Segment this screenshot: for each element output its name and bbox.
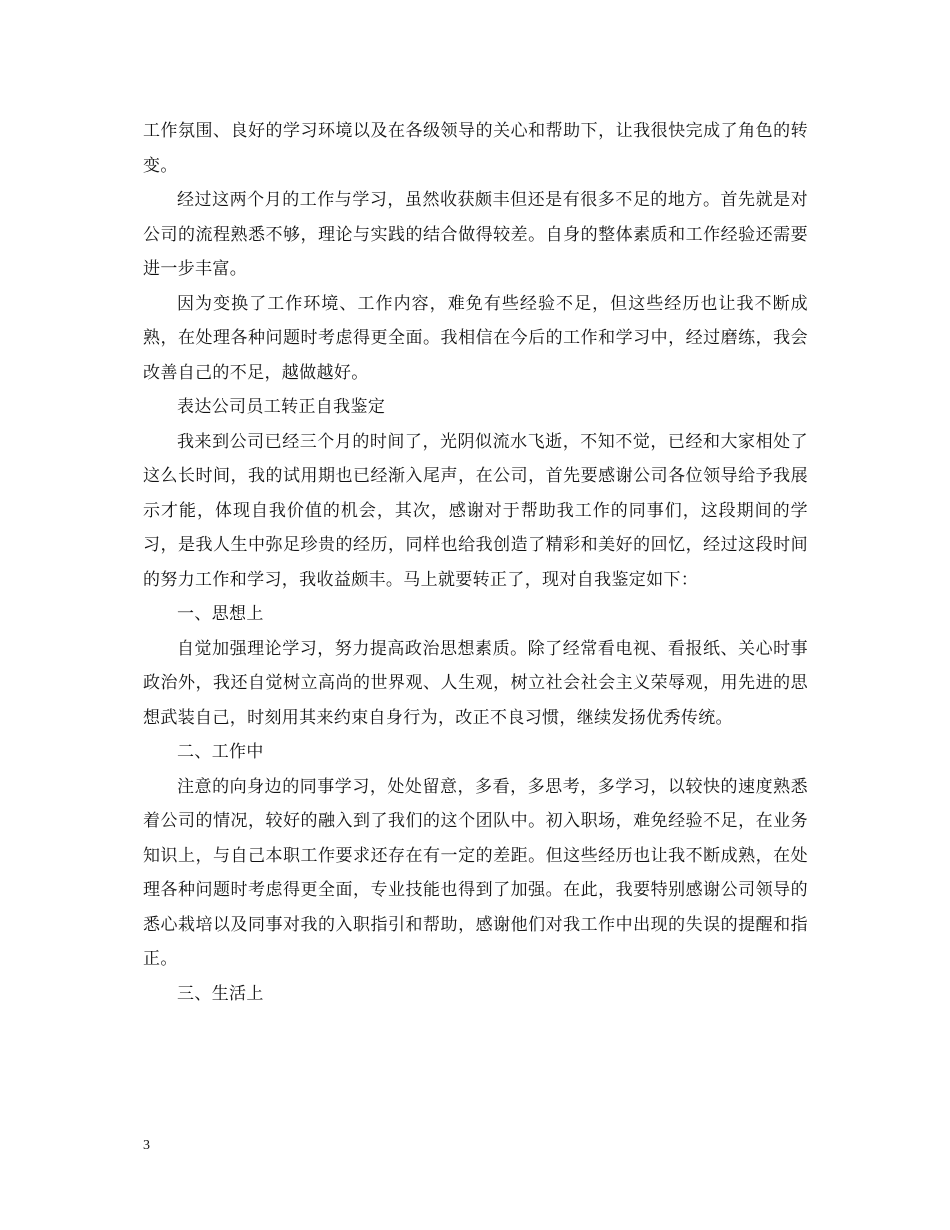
page-number: 3 <box>143 1138 150 1153</box>
paragraph-work: 注意的向身边的同事学习，处处留意，多看，多思考，多学习，以较快的速度熟悉着公司的情况，较好的融入到了我们的这个团队中。初入职场，难免经验不足，在业务知识上，与自己本职工作要求还存在有一定的差距。但这些经历也让我不断成熟，在处理各种问题时考虑得更全面，专业技能也得到了加强。在此，我要特别感谢公司领导的悉心栽培以及同事对我的入职指引和帮助，感谢他们对我工作中出现的失误的提醒和指正。 <box>143 776 808 969</box>
paragraph-thought: 自觉加强理论学习，努力提高政治思想素质。除了经常看电视、看报纸、关心时事政治外，我还自觉树立高尚的世界观、人生观，树立社会社会主义荣辱观，用先进的思想武装自己，时刻用其来约束自身行为，改正不良习惯，继续发扬优秀传统。 <box>143 638 808 728</box>
paragraph-continuation: 工作氛围、良好的学习环境以及在各级领导的关心和帮助下，让我很快完成了角色的转变。 <box>143 121 808 176</box>
paragraph-intro: 我来到公司已经三个月的时间了，光阴似流水飞逝，不知不觉，已经和大家相处了这么长时间，我的试用期也已经渐入尾声，在公司，首先要感谢公司各位领导给予我展示才能，体现自我价值的机会，其次，感谢对于帮助我工作的同事们，这段期间的学习，是我人生中弥足珍贵的经历，同样也给我创造了精彩和美好的回忆，经过这段时间的努力工作和学习，我收益颇丰。马上就要转正了，现对自我鉴定如下： <box>143 431 808 590</box>
heading-thought: 一、思想上 <box>177 604 264 624</box>
document-body <box>143 114 808 1011</box>
heading-life: 三、生活上 <box>177 983 264 1004</box>
paragraph-shortcomings: 经过这两个月的工作与学习，虽然收获颇丰但还是有很多不足的地方。首先就是对公司的流程熟悉不够，理论与实践的结合做得较差。自身的整体素质和工作经验还需要进一步丰富。 <box>143 190 808 279</box>
paragraph-experience: 因为变换了工作环境、工作内容，难免有些经验不足，但这些经历也让我不断成熟，在处理各种问题时考虑得更全面。我相信在今后的工作和学习中，经过磨练，我会改善自己的不足，越做越好。 <box>143 293 808 383</box>
heading-work: 二、工作中 <box>177 742 264 762</box>
section-title: 表达公司员工转正自我鉴定 <box>177 397 386 417</box>
